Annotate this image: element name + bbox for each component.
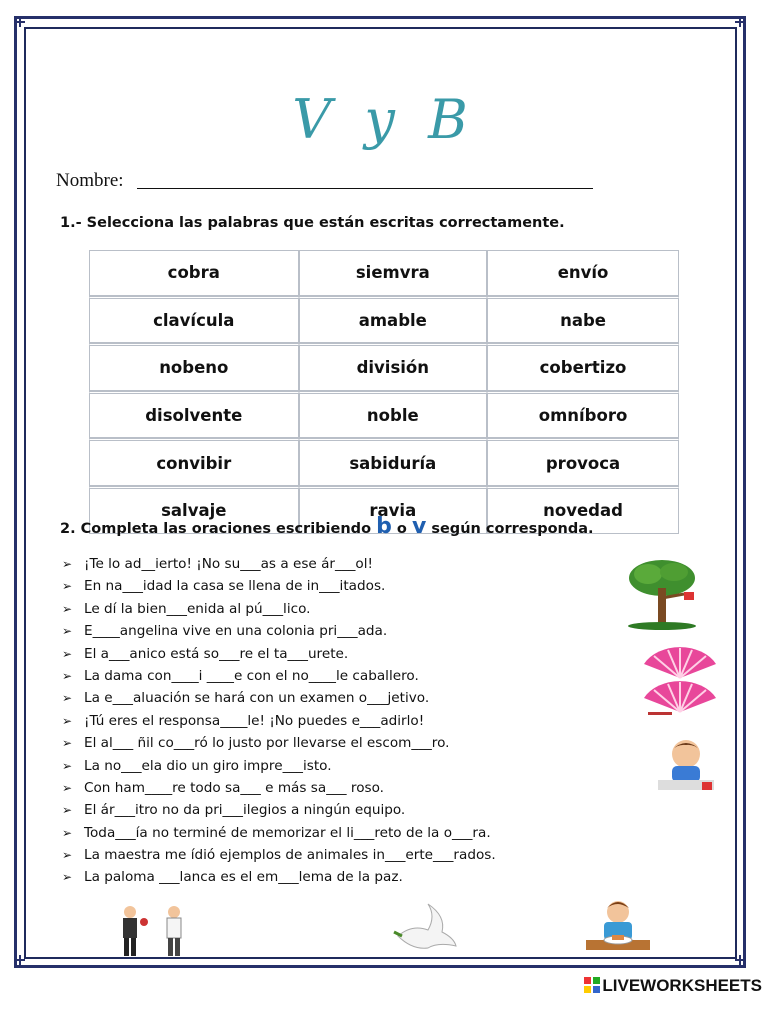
sentence-item[interactable]: [62, 690, 642, 712]
arrow-bullet-icon: ➢: [62, 691, 73, 706]
word-cell[interactable]: división: [299, 343, 488, 391]
corner-ornament: [735, 17, 745, 27]
sentence-item[interactable]: [62, 847, 642, 869]
word-cell[interactable]: salvaje: [89, 486, 299, 534]
sentence-item[interactable]: [62, 735, 642, 757]
word-cell[interactable]: disolvente: [89, 391, 299, 439]
arrow-bullet-icon: ➢: [62, 713, 73, 728]
sentence-text: La e___aluación se hará con un examen o___jetivo.: [84, 690, 430, 707]
word-cell[interactable]: nobeno: [89, 343, 299, 391]
sentence-item[interactable]: [62, 713, 642, 735]
page-title: V y B: [292, 88, 476, 151]
sentence-text: La paloma ___lanca es el em___lema de la paz.: [84, 869, 403, 886]
tree-illustration: [626, 558, 698, 632]
letter-v: v: [411, 514, 427, 539]
sentence-item[interactable]: [62, 601, 642, 623]
sentence-item[interactable]: [62, 780, 642, 802]
question-1: 1.- Selecciona las palabras que están escritas correctamente.: [60, 215, 565, 231]
word-cell[interactable]: noble: [299, 391, 488, 439]
question-2-prefix: 2. Completa las oraciones escribiendo: [60, 521, 372, 537]
sentence-text: El al___ ñil co___ró lo justo por llevarse el escom___ro.: [84, 735, 450, 752]
question-2: [60, 514, 594, 539]
word-cell[interactable]: clavícula: [89, 296, 299, 344]
sentence-item[interactable]: [62, 758, 642, 780]
corner-ornament: [735, 955, 745, 965]
sentence-item[interactable]: [62, 668, 642, 690]
word-cell[interactable]: omníboro: [487, 391, 679, 439]
arrow-bullet-icon: ➢: [62, 870, 73, 885]
word-o: o: [396, 521, 407, 537]
arrow-bullet-icon: ➢: [62, 579, 73, 594]
word-cell[interactable]: envío: [487, 250, 679, 296]
arrow-bullet-icon: ➢: [62, 601, 73, 616]
fan-icon: [640, 642, 720, 680]
corner-ornament: [15, 17, 25, 27]
word-cell[interactable]: nabe: [487, 296, 679, 344]
word-cell[interactable]: ravia: [299, 486, 488, 534]
sentence-text: El a___anico está so___re el ta___urete.: [84, 645, 349, 662]
footer-text: LIVEWORKSHEETS: [602, 976, 762, 995]
sentence-text: La dama con____i ____e con el no____le caballero.: [84, 667, 419, 684]
sentence-item[interactable]: [62, 802, 642, 824]
word-cell[interactable]: novedad: [487, 486, 679, 534]
word-grid-row: [89, 296, 679, 344]
liveworksheets-logo-icon: [584, 977, 600, 993]
word-cell[interactable]: provoca: [487, 438, 679, 486]
sentence-item[interactable]: [62, 556, 642, 578]
word-cell[interactable]: cobertizo: [487, 343, 679, 391]
word-cell[interactable]: amable: [299, 296, 488, 344]
word-cell[interactable]: sabiduría: [299, 438, 488, 486]
arrow-bullet-icon: ➢: [62, 668, 73, 683]
boy-eating-illustration: [582, 898, 654, 960]
arrow-bullet-icon: ➢: [62, 803, 73, 818]
letter-b: b: [376, 514, 392, 539]
sentence-text: Le dí la bien___enida al pú___lico.: [84, 600, 311, 617]
sentence-text: ¡Tú eres el responsa____le! ¡No puedes e___adirlo!: [84, 712, 425, 729]
sentence-text: ¡Te lo ad__ierto! ¡No su___as a ese ár___ol!: [84, 556, 373, 572]
word-cell[interactable]: siemvra: [299, 250, 488, 296]
student-illustration: [650, 736, 724, 798]
arrow-bullet-icon: ➢: [62, 758, 73, 773]
arrow-bullet-icon: ➢: [62, 736, 73, 751]
sentence-text: En na___idad la casa se llena de in___itados.: [84, 578, 386, 595]
sentence-text: Toda___ía no terminé de memorizar el li___reto de la o___ra.: [84, 824, 491, 841]
arrow-bullet-icon: ➢: [62, 624, 73, 639]
sentence-item[interactable]: [62, 646, 642, 668]
word-grid-row: [89, 391, 679, 439]
question-2-suffix: según corresponda.: [431, 521, 594, 537]
sentence-text: La no___ela dio un giro impre___isto.: [84, 757, 332, 774]
name-field[interactable]: [137, 188, 593, 189]
word-grid-row: [89, 250, 679, 296]
fan-icon: [640, 676, 720, 718]
sentence-text: El ár___itro no da pri___ilegios a ningún equipo.: [84, 802, 406, 819]
sentence-item[interactable]: [62, 578, 642, 600]
corner-ornament: [15, 955, 25, 965]
name-label: Nombre:: [56, 170, 124, 191]
word-grid: [89, 250, 679, 534]
arrow-bullet-icon: ➢: [62, 780, 73, 795]
two-people-illustration: [110, 904, 196, 958]
sentence-item[interactable]: [62, 869, 642, 891]
sentence-text: Con ham____re todo sa___ e más sa___ roso.: [84, 779, 385, 796]
sentence-text: E____angelina vive en una colonia pri___ada.: [84, 623, 388, 640]
word-grid-row: [89, 438, 679, 486]
word-cell[interactable]: convibir: [89, 438, 299, 486]
arrow-bullet-icon: ➢: [62, 557, 73, 571]
arrow-bullet-icon: ➢: [62, 646, 73, 661]
sentence-item[interactable]: [62, 623, 642, 645]
word-grid-row: [89, 343, 679, 391]
sentence-list: [62, 556, 642, 892]
sentence-text: La maestra me ídió ejemplos de animales in___erte___rados.: [84, 847, 496, 864]
arrow-bullet-icon: ➢: [62, 848, 73, 863]
footer-brand: [584, 976, 762, 996]
sentence-item[interactable]: [62, 825, 642, 847]
arrow-bullet-icon: ➢: [62, 825, 73, 840]
word-cell[interactable]: cobra: [89, 250, 299, 296]
dove-illustration: [388, 902, 460, 958]
